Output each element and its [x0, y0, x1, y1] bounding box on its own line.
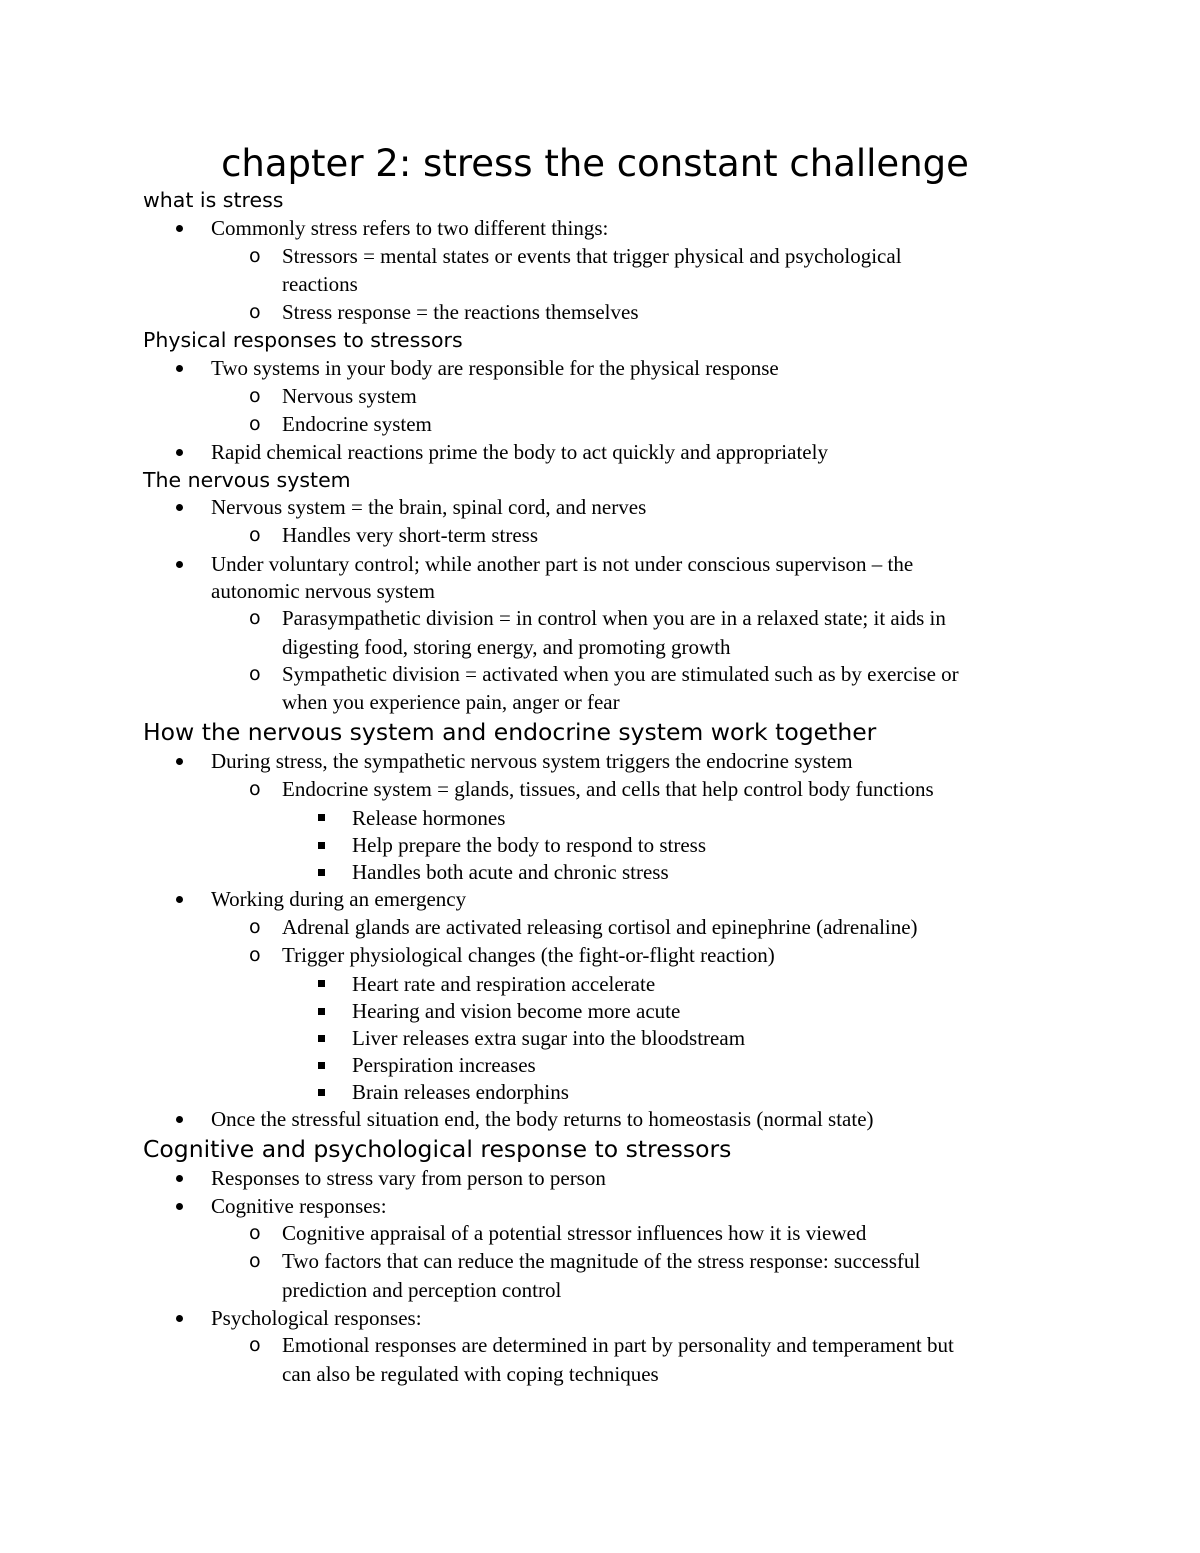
circle-bullet-icon: o [249, 245, 261, 267]
bullet-icon [176, 504, 183, 511]
list-item: Help prepare the body to respond to stress [352, 833, 706, 857]
list-item-continuation: when you experience pain, anger or fear [282, 690, 620, 714]
list-item: Psychological responses: [211, 1306, 422, 1330]
circle-bullet-icon: o [249, 385, 261, 407]
list-item: Nervous system = the brain, spinal cord, and nerves [211, 495, 647, 519]
list-item: Handles very short-term stress [282, 523, 539, 547]
circle-bullet-icon: o [249, 944, 261, 966]
bullet-icon [176, 1315, 183, 1322]
list-item: Rapid chemical reactions prime the body to act quickly and appropriately [211, 440, 828, 464]
bullet-icon [176, 1116, 183, 1123]
section-heading-nervous-system: The nervous system [143, 468, 351, 492]
list-item: Perspiration increases [352, 1053, 536, 1077]
bullet-icon [176, 758, 183, 765]
circle-bullet-icon: o [249, 663, 261, 685]
list-item: Two factors that can reduce the magnitude of the stress response: successful [282, 1249, 921, 1273]
list-item-continuation: reactions [282, 272, 358, 296]
section-heading-physical-responses: Physical responses to stressors [143, 328, 463, 352]
list-item: Once the stressful situation end, the body returns to homeostasis (normal state) [211, 1107, 874, 1131]
bullet-icon [176, 225, 183, 232]
list-item: Stressors = mental states or events that trigger physical and psychological [282, 244, 902, 268]
list-item: Stress response = the reactions themselves [282, 300, 639, 324]
list-item: Liver releases extra sugar into the bloodstream [352, 1026, 746, 1050]
square-bullet-icon [318, 869, 325, 876]
list-item: Commonly stress refers to two different things: [211, 216, 609, 240]
circle-bullet-icon: o [249, 524, 261, 546]
list-item: Release hormones [352, 806, 506, 830]
square-bullet-icon [318, 1062, 325, 1069]
page-title: chapter 2: stress the constant challenge [221, 142, 969, 185]
list-item: Hearing and vision become more acute [352, 999, 681, 1023]
list-item-continuation: autonomic nervous system [211, 579, 435, 603]
list-item: Responses to stress vary from person to person [211, 1166, 606, 1190]
circle-bullet-icon: o [249, 1334, 261, 1356]
list-item: Cognitive appraisal of a potential stressor influences how it is viewed [282, 1221, 867, 1245]
list-item: Cognitive responses: [211, 1194, 387, 1218]
list-item-continuation: digesting food, storing energy, and promoting growth [282, 635, 731, 659]
bullet-icon [176, 561, 183, 568]
circle-bullet-icon: o [249, 1250, 261, 1272]
section-heading-nervous-endocrine: How the nervous system and endocrine system work together [143, 718, 877, 746]
circle-bullet-icon: o [249, 413, 261, 435]
list-item: Heart rate and respiration accelerate [352, 972, 656, 996]
list-item: Parasympathetic division = in control when you are in a relaxed state; it aids in [282, 606, 946, 630]
list-item: Handles both acute and chronic stress [352, 860, 669, 884]
list-item: Two systems in your body are responsible for the physical response [211, 356, 779, 380]
list-item: During stress, the sympathetic nervous system triggers the endocrine system [211, 749, 853, 773]
bullet-icon [176, 1175, 183, 1182]
bullet-icon [176, 896, 183, 903]
list-item: Adrenal glands are activated releasing cortisol and epinephrine (adrenaline) [282, 915, 918, 939]
circle-bullet-icon: o [249, 607, 261, 629]
bullet-icon [176, 365, 183, 372]
list-item-continuation: can also be regulated with coping techniques [282, 1362, 659, 1386]
circle-bullet-icon: o [249, 1222, 261, 1244]
section-heading-what-is-stress: what is stress [143, 188, 284, 212]
bullet-icon [176, 449, 183, 456]
list-item: Sympathetic division = activated when you are stimulated such as by exercise or [282, 662, 959, 686]
list-item-continuation: prediction and perception control [282, 1278, 562, 1302]
list-item: Endocrine system = glands, tissues, and cells that help control body functions [282, 777, 934, 801]
circle-bullet-icon: o [249, 778, 261, 800]
circle-bullet-icon: o [249, 916, 261, 938]
circle-bullet-icon: o [249, 301, 261, 323]
square-bullet-icon [318, 1089, 325, 1096]
square-bullet-icon [318, 814, 325, 821]
bullet-icon [176, 1203, 183, 1210]
list-item: Trigger physiological changes (the fight-or-flight reaction) [282, 943, 775, 967]
square-bullet-icon [318, 1035, 325, 1042]
square-bullet-icon [318, 980, 325, 987]
list-item: Brain releases endorphins [352, 1080, 569, 1104]
square-bullet-icon [318, 1008, 325, 1015]
list-item: Emotional responses are determined in part by personality and temperament but [282, 1333, 954, 1357]
list-item: Working during an emergency [211, 887, 467, 911]
section-heading-cognitive-psychological: Cognitive and psychological response to stressors [143, 1135, 732, 1163]
list-item: Under voluntary control; while another part is not under conscious supervison – the [211, 552, 914, 576]
square-bullet-icon [318, 842, 325, 849]
list-item: Nervous system [282, 384, 417, 408]
list-item: Endocrine system [282, 412, 432, 436]
